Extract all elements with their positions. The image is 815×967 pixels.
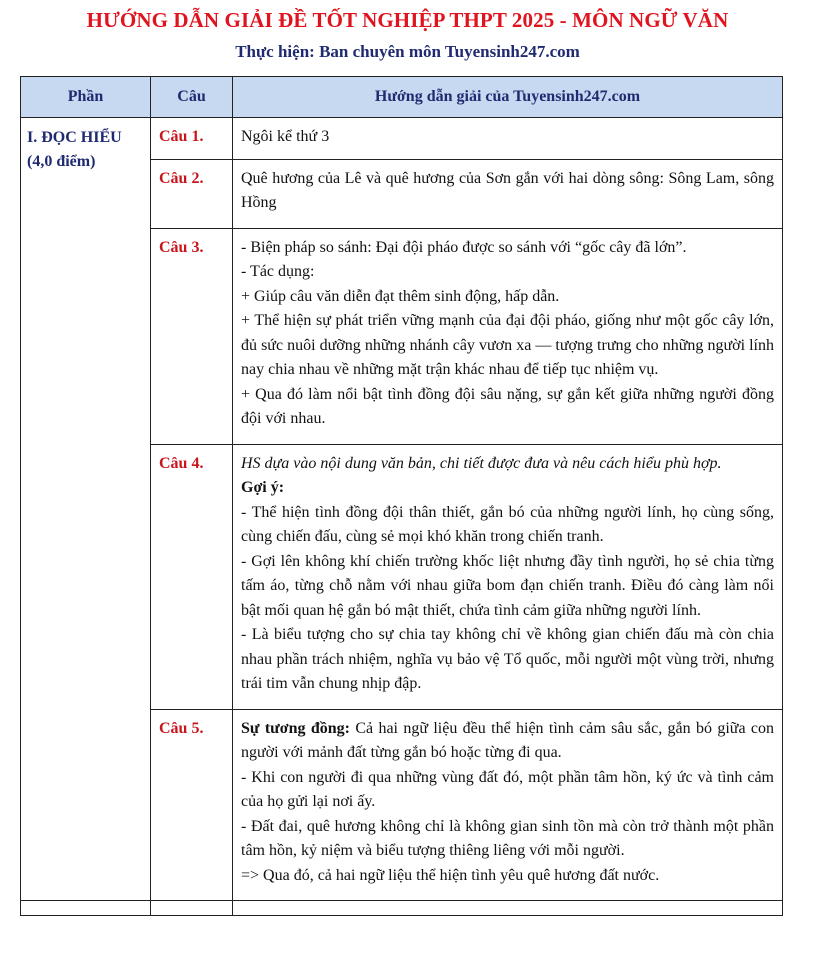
column-header-question: Câu bbox=[151, 77, 233, 118]
answer-line bbox=[241, 717, 774, 766]
answer-line: - Đất đai, quê hương không chỉ là không gian sinh tồn mà còn trở thành một phần tâm hồn, kỷ niệm và biểu tượng thiêng liêng với mỗi người. bbox=[241, 817, 774, 859]
answer-line: => Qua đó, cả hai ngữ liệu thể hiện tình yêu quê hương đất nước. bbox=[241, 866, 660, 884]
table-header-row bbox=[21, 77, 783, 118]
question-label: Câu 2. bbox=[151, 159, 233, 228]
column-header-part: Phần bbox=[21, 77, 151, 118]
continuation-cell bbox=[233, 901, 783, 916]
question-label: Câu 1. bbox=[151, 118, 233, 160]
continuation-cell bbox=[21, 901, 151, 916]
table-row-continuation bbox=[21, 901, 783, 916]
answer-cell bbox=[233, 118, 783, 160]
answer-cell bbox=[233, 444, 783, 709]
answer-line: - Thể hiện tình đồng đội thân thiết, gắn bó của những người lính, họ cùng sống, cùng chiến đấu, cùng sẻ mọi khó khăn trong chiến tranh. bbox=[241, 503, 774, 545]
answer-cell bbox=[233, 709, 783, 901]
answer-line: - Biện pháp so sánh: Đại đội pháo được so sánh với “gốc cây đã lớn”. bbox=[241, 238, 687, 256]
answer-lead-text: Cả hai ngữ liệu đều thể hiện tình cảm sâu sắc, gắn bó giữa con người với mảnh đất từng gắn bó hoặc từng đi qua. bbox=[241, 719, 774, 761]
section-points: (4,0 điểm) bbox=[27, 153, 96, 170]
answer-lead: Sự tương đồng: bbox=[241, 719, 350, 737]
column-header-guide: Hướng dẫn giải của Tuyensinh247.com bbox=[233, 77, 783, 118]
question-label: Câu 4. bbox=[151, 444, 233, 709]
question-label: Câu 3. bbox=[151, 228, 233, 444]
answer-line: - Tác dụng: bbox=[241, 263, 315, 280]
document-subtitle: Thực hiện: Ban chuyên môn Tuyensinh247.com bbox=[235, 42, 580, 61]
continuation-cell bbox=[151, 901, 233, 916]
answer-line: - Gợi lên không khí chiến trường khốc liệt nhưng đầy tình người, họ sẻ chia từng tấm áo, từng chỗ nằm với nhau giữa bom đạn chiến tranh. Điều đó càng làm nổi bật mối quan hệ gắn bó mật thiết, chứa tình cảm giữa những người lính. bbox=[241, 552, 774, 619]
answer-line: + Giúp câu văn diễn đạt thêm sinh động, hấp dẫn. bbox=[241, 287, 560, 305]
answer-hint-heading: Gợi ý: bbox=[241, 479, 285, 496]
section-name: I. ĐỌC HIỂU bbox=[27, 129, 122, 146]
question-label: Câu 5. bbox=[151, 709, 233, 901]
answer-line: Ngôi kể thứ 3 bbox=[241, 128, 330, 145]
answer-line: Quê hương của Lê và quê hương của Sơn gắn với hai dòng sông: Sông Lam, sông Hồng bbox=[241, 169, 774, 211]
section-cell bbox=[21, 118, 151, 901]
answer-line: - Là biểu tượng cho sự chia tay không chỉ về không gian chiến đấu mà còn chia nhau phần trách nhiệm, nghĩa vụ bảo vệ Tổ quốc, mỗi người một vùng trời, nhưng trái tim vẫn chung nhịp đập. bbox=[241, 626, 774, 692]
answer-intro: HS dựa vào nội dung văn bản, chi tiết được đưa và nêu cách hiểu phù hợp. bbox=[241, 454, 722, 472]
answer-cell bbox=[233, 159, 783, 228]
answer-line: - Khi con người đi qua những vùng đất đó, một phần tâm hồn, ký ức và tình cảm của họ gửi lại nơi ấy. bbox=[241, 768, 774, 810]
table-row bbox=[21, 118, 783, 160]
answer-line: + Qua đó làm nổi bật tình đồng đội sâu nặng, sự gắn kết giữa những người đồng đội với nhau. bbox=[241, 385, 774, 427]
answer-line: + Thể hiện sự phát triển vững mạnh của đại đội pháo, giống như một gốc cây lớn, đủ sức nuôi dưỡng những nhánh cây vươn xa — tượng trưng cho những người lính nay chia nhau về những mặt trận khác nhau để tiếp tục nhiệm vụ. bbox=[241, 312, 774, 378]
answer-table bbox=[20, 76, 783, 916]
answer-cell bbox=[233, 228, 783, 444]
document-title: HƯỚNG DẪN GIẢI ĐỀ TỐT NGHIỆP THPT 2025 - MÔN NGỮ VĂN bbox=[86, 8, 729, 32]
